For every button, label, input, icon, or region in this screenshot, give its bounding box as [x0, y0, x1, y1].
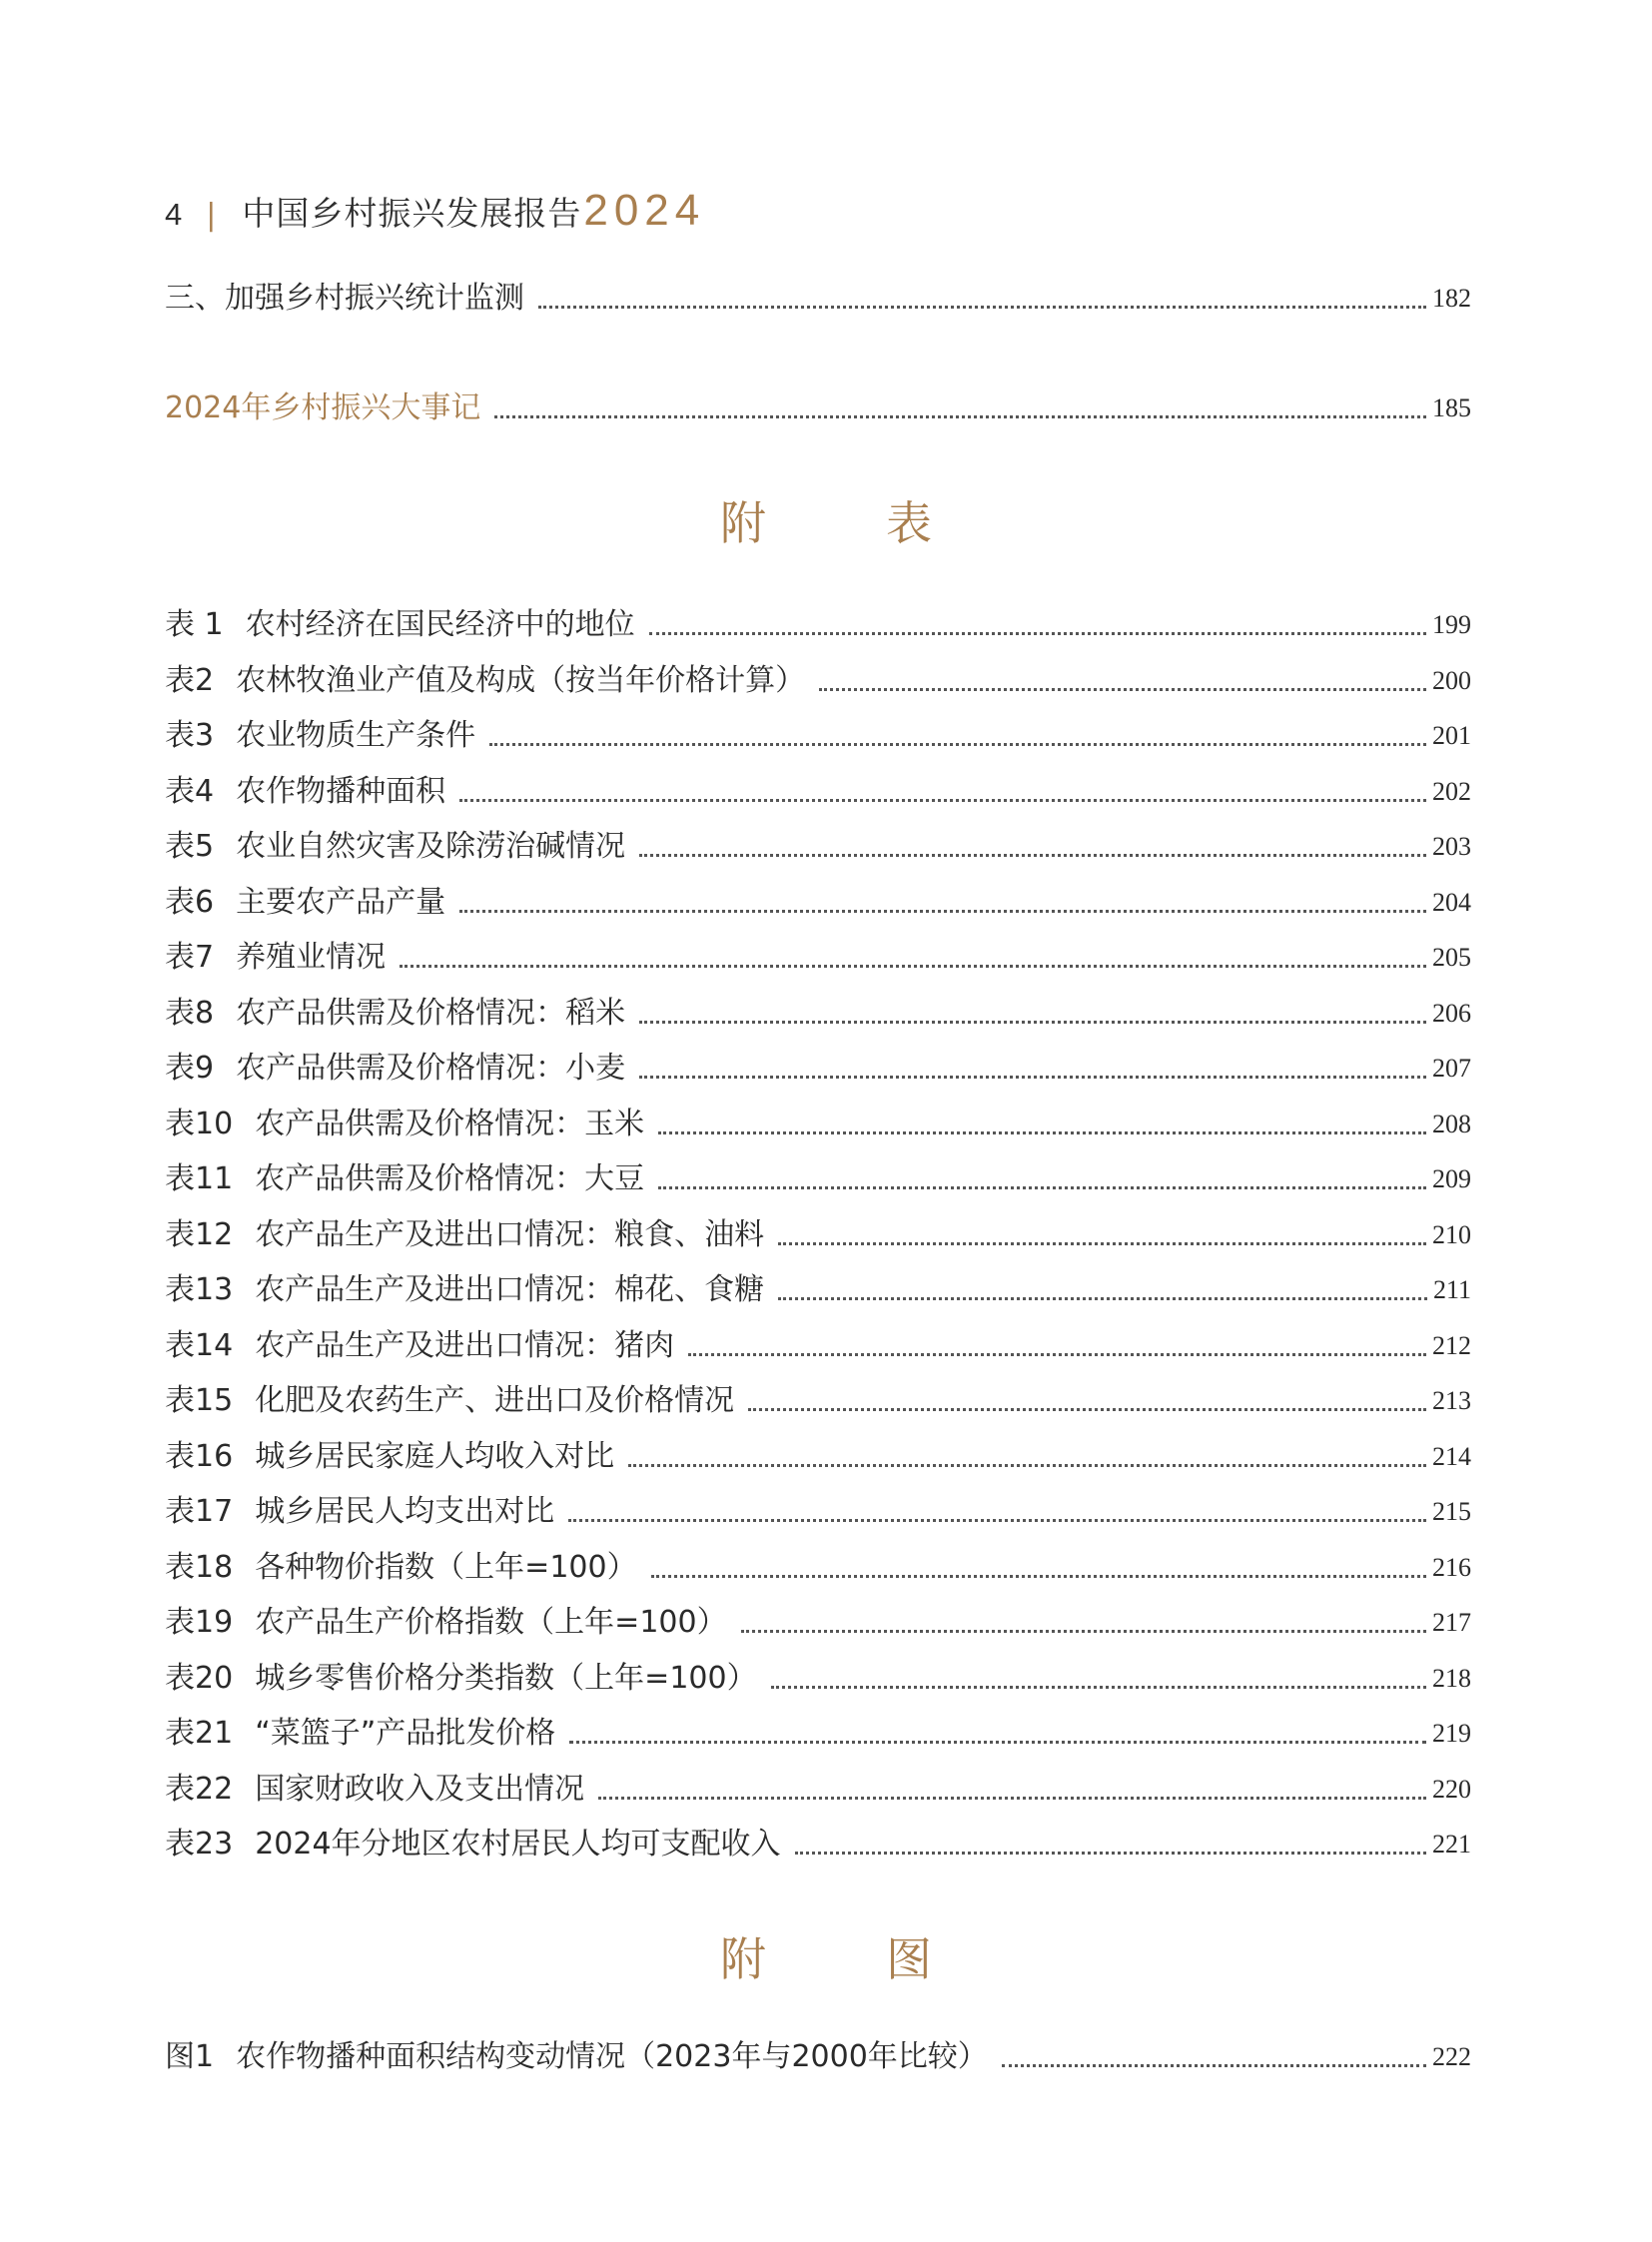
toc-entry-page: 185: [1432, 393, 1471, 422]
toc-entry-number: 表9: [165, 1051, 215, 1086]
dot-leader: [778, 1297, 1427, 1300]
toc-entry[interactable]: [165, 995, 1471, 1033]
toc-entry-text: [165, 1382, 734, 1420]
toc-entry-label: 农产品供需及价格情况：玉米: [255, 1106, 645, 1141]
toc-entry-number: 表16: [165, 1438, 234, 1474]
toc-entry-label: 农村经济在国民经济中的地位: [245, 607, 635, 642]
toc-entry[interactable]: [165, 1604, 1471, 1642]
dot-leader: [494, 415, 1426, 418]
toc-entry-label: 农产品生产及进出口情况：猪肉: [255, 1327, 675, 1363]
toc-entry-text: [165, 1549, 637, 1587]
dot-leader: [569, 1741, 1426, 1744]
dot-leader: [400, 965, 1426, 968]
toc-entry-number: 表19: [165, 1605, 234, 1640]
toc-entry-text: [165, 1604, 727, 1642]
toc-entry-page: 208: [1432, 1109, 1471, 1138]
toc-entry-label: 城乡居民人均支出对比: [255, 1494, 555, 1529]
toc-entry-label: 农业自然灾害及除涝治碱情况: [236, 829, 626, 864]
toc-entry-text: [165, 828, 625, 866]
toc-entry[interactable]: [165, 1327, 1471, 1365]
toc-entry-label: 2024年乡村振兴大事记: [165, 390, 481, 425]
toc-entry[interactable]: [165, 1216, 1471, 1254]
dot-leader: [649, 632, 1426, 635]
toc-entry-page: 200: [1432, 665, 1471, 695]
toc-entry-text: [165, 1160, 644, 1198]
toc-entry-page: 222: [1432, 2042, 1471, 2071]
toc-entry[interactable]: [165, 717, 1471, 755]
toc-entry[interactable]: [165, 884, 1471, 922]
toc-entry-text: [165, 1327, 674, 1365]
toc-entry-page: 215: [1432, 1497, 1471, 1526]
toc-entry[interactable]: [165, 1438, 1471, 1476]
toc-entry-page: 219: [1432, 1719, 1471, 1748]
dot-leader: [568, 1519, 1426, 1522]
toc-entry-number: 表11: [165, 1161, 234, 1196]
toc-entry-text: [165, 2038, 988, 2076]
toc-entry-page: 203: [1432, 832, 1471, 861]
toc-entry-chronicle[interactable]: [165, 389, 1471, 427]
toc-entry-page: 199: [1432, 610, 1471, 639]
toc-entry-label: 农产品供需及价格情况：大豆: [255, 1161, 645, 1196]
toc-entry-text: [165, 662, 805, 700]
toc-entry-text: [165, 1271, 764, 1309]
toc-entry-page: 204: [1432, 887, 1471, 917]
toc-entry[interactable]: [165, 280, 1471, 318]
dot-leader: [459, 910, 1426, 913]
toc-entry-number: 表3: [165, 718, 215, 753]
toc-entry-page: 216: [1432, 1552, 1471, 1582]
toc-entry-number: 表22: [165, 1771, 234, 1807]
toc-entry-page: 206: [1432, 998, 1471, 1028]
dot-leader: [459, 799, 1426, 802]
toc-entry-page: 217: [1432, 1608, 1471, 1637]
page-number: 4: [165, 197, 183, 232]
dot-leader: [778, 1242, 1426, 1245]
toc-entry-text: [165, 1826, 781, 1864]
toc-entry-number: 表2: [165, 662, 215, 698]
toc-entry[interactable]: [165, 1715, 1471, 1753]
toc-entry-page: 220: [1432, 1774, 1471, 1804]
toc-entry-number: 表18: [165, 1549, 234, 1585]
toc-entry-page: 201: [1432, 721, 1471, 750]
appendix-figures-heading: [0, 1923, 1652, 1989]
dot-leader: [538, 306, 1426, 309]
dot-leader: [688, 1353, 1426, 1356]
toc-entry-number: 表23: [165, 1827, 234, 1862]
toc-entry-page: 207: [1432, 1054, 1471, 1083]
toc-entry-label: 城乡居民家庭人均收入对比: [255, 1438, 615, 1474]
toc-entry-text: [165, 1438, 614, 1476]
toc-entry[interactable]: [165, 1160, 1471, 1198]
toc-entry-page: 218: [1432, 1663, 1471, 1693]
toc-entry-number: 图1: [165, 2039, 215, 2074]
toc-entry[interactable]: [165, 773, 1471, 811]
toc-entry-label: “菜篮子”产品批发价格: [255, 1716, 556, 1751]
heading-char: 附: [720, 1932, 766, 1986]
toc-entry-label: 农产品供需及价格情况：小麦: [236, 1051, 626, 1086]
toc-entry-text: [165, 1216, 764, 1254]
toc-entry-page: 221: [1432, 1830, 1471, 1859]
toc-entry-page: 212: [1432, 1330, 1471, 1360]
toc-entry[interactable]: [165, 1549, 1471, 1587]
toc-entry-number: 表10: [165, 1106, 234, 1141]
toc-entry[interactable]: [165, 1271, 1471, 1309]
toc-entry-number: 表5: [165, 829, 215, 864]
toc-entry-label: 农产品生产及进出口情况：粮食、油料: [255, 1216, 765, 1252]
toc-entry-page: 202: [1432, 776, 1471, 806]
toc-entry-label: 农业物质生产条件: [236, 718, 476, 753]
toc-entry-label: 各种物价指数（上年=100）: [255, 1549, 637, 1585]
dot-leader: [819, 688, 1426, 691]
toc-entry[interactable]: [165, 939, 1471, 977]
toc-entry-label: 国家财政收入及支出情况: [255, 1771, 585, 1807]
dot-leader: [651, 1575, 1426, 1578]
toc-entry-text: [165, 1050, 625, 1088]
toc-entry-label: 农产品生产及进出口情况：棉花、食糖: [255, 1272, 765, 1307]
dot-leader: [795, 1852, 1426, 1855]
toc-entry-number: 表12: [165, 1216, 234, 1252]
toc-entry-text: [165, 773, 445, 811]
toc-entry-label: 三、加强乡村振兴统计监测: [165, 281, 524, 316]
toc-entry-text: [165, 1660, 757, 1698]
toc-entry-label: 农作物播种面积结构变动情况（2023年与2000年比较）: [236, 2039, 988, 2074]
toc-entry-page: 210: [1432, 1219, 1471, 1249]
toc-entry-label: 2024年分地区农村居民人均可支配收入: [255, 1827, 781, 1862]
toc-entry-label: 化肥及农药生产、进出口及价格情况: [255, 1383, 735, 1418]
running-header: [165, 186, 705, 236]
toc-entry-label: 农林牧渔业产值及构成（按当年价格计算）: [236, 662, 806, 698]
dot-leader: [639, 1076, 1426, 1079]
dot-leader: [741, 1630, 1426, 1633]
dot-leader: [628, 1464, 1426, 1467]
toc-entry-label: 农产品供需及价格情况：稻米: [236, 995, 626, 1031]
dot-leader: [658, 1131, 1426, 1134]
toc-entry-number: 表20: [165, 1660, 234, 1696]
toc-entry-label: 主要农产品产量: [236, 884, 446, 920]
toc-entry-number: 表14: [165, 1327, 234, 1363]
toc-entry-text: [165, 1771, 584, 1809]
toc-entry-page: 182: [1432, 284, 1471, 313]
toc-entry-number: 表6: [165, 884, 215, 920]
toc-entry-number: 表 1: [165, 607, 224, 642]
toc-entry-text: [165, 1106, 644, 1143]
toc-entry-page: 214: [1432, 1441, 1471, 1471]
toc-entry-number: 表17: [165, 1494, 234, 1529]
header-separator: |: [206, 198, 217, 233]
toc-entry[interactable]: [165, 1771, 1471, 1809]
heading-char: 表: [886, 496, 932, 550]
toc-entry-label: 农产品生产价格指数（上年=100）: [255, 1605, 727, 1640]
dot-leader: [639, 854, 1426, 857]
toc-entry-number: 表15: [165, 1383, 234, 1418]
toc-entry[interactable]: [165, 1826, 1471, 1864]
dot-leader: [771, 1686, 1426, 1689]
dot-leader: [1002, 2064, 1426, 2067]
book-year: 2024: [583, 186, 706, 235]
toc-entry[interactable]: [165, 1493, 1471, 1531]
toc-entry-number: 表8: [165, 995, 215, 1031]
toc-entry-text: [165, 1715, 555, 1753]
toc-entry-label: 养殖业情况: [236, 940, 387, 975]
toc-entry-number: 表21: [165, 1716, 234, 1751]
toc-entry-text: [165, 1493, 554, 1531]
toc-entry-page: 213: [1432, 1386, 1471, 1415]
toc-entry[interactable]: [165, 1382, 1471, 1420]
toc-entry[interactable]: [165, 2038, 1471, 2076]
toc-entry[interactable]: [165, 662, 1471, 700]
dot-leader: [598, 1797, 1426, 1800]
toc-entry-number: 表4: [165, 773, 215, 809]
toc-entry-number: 表7: [165, 940, 215, 975]
toc-entry[interactable]: [165, 828, 1471, 866]
toc-entry-text: [165, 606, 635, 644]
dot-leader: [639, 1021, 1426, 1024]
dot-leader: [658, 1186, 1426, 1189]
toc-entry-text: [165, 939, 386, 977]
toc-entry-number: 表13: [165, 1272, 234, 1307]
toc-entry-page: 209: [1432, 1164, 1471, 1193]
dot-leader: [489, 743, 1426, 746]
heading-char: 图: [886, 1932, 932, 1986]
toc-entry[interactable]: [165, 1050, 1471, 1088]
heading-char: 附: [720, 496, 766, 550]
toc-entry-page: 205: [1432, 943, 1471, 972]
toc-entry-label: 城乡零售价格分类指数（上年=100）: [255, 1660, 757, 1696]
toc-entry-label: 农作物播种面积: [236, 773, 446, 809]
toc-entry[interactable]: [165, 606, 1471, 644]
book-title: 中国乡村振兴发展报告: [242, 194, 582, 233]
toc-entry[interactable]: [165, 1106, 1471, 1143]
toc-entry-page: 211: [1432, 1275, 1471, 1304]
toc-entry-text: [165, 717, 475, 755]
toc-entry-text: [165, 995, 625, 1033]
toc-entry-text: [165, 884, 445, 922]
dot-leader: [748, 1408, 1426, 1411]
appendix-tables-heading: [0, 487, 1652, 553]
toc-entry[interactable]: [165, 1660, 1471, 1698]
